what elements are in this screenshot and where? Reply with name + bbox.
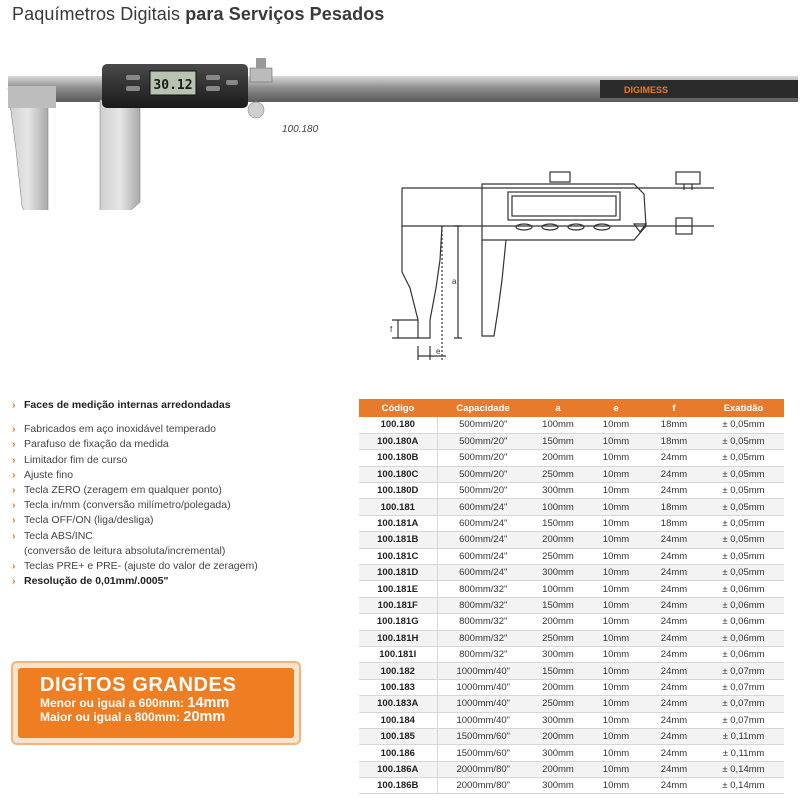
cell-accuracy: ± 0,06mm [703,581,784,597]
label-f: f [390,325,393,334]
feature-item: › Fabricados em aço inoxidável temperado [10,422,355,437]
cell-e: 10mm [587,433,645,449]
cell-e: 10mm [587,548,645,564]
banner-line-1 [40,696,294,710]
cell-capacity: 1000mm/40" [437,663,529,679]
cell-e: 10mm [587,581,645,597]
cell-f: 24mm [645,778,703,794]
cell-code: 100.181F [359,597,437,613]
table-row [359,728,784,744]
cell-f: 24mm [645,450,703,466]
page-title [12,4,384,25]
feature-list [10,398,355,589]
cell-a: 200mm [529,450,587,466]
cell-a: 300mm [529,483,587,499]
cell-f: 24mm [645,696,703,712]
cell-code: 100.181H [359,630,437,646]
cell-accuracy: ± 0,05mm [703,433,784,449]
cell-a: 250mm [529,548,587,564]
cell-code: 100.181E [359,581,437,597]
cell-e: 10mm [587,515,645,531]
cell-capacity: 1000mm/40" [437,712,529,728]
cell-f: 24mm [645,745,703,761]
cell-code: 100.181G [359,614,437,630]
cell-code: 100.186 [359,745,437,761]
cell-code: 100.185 [359,728,437,744]
title-regular: Paquímetros Digitais [12,4,181,24]
moving-jaw [100,100,140,210]
banner-line-1-value: 14mm [187,695,230,711]
cell-code: 100.181C [359,548,437,564]
cell-code: 100.181 [359,499,437,515]
cell-a: 250mm [529,466,587,482]
cell-code: 100.180D [359,483,437,499]
cell-e: 10mm [587,597,645,613]
cell-a: 200mm [529,532,587,548]
cell-capacity: 800mm/32" [437,630,529,646]
cell-accuracy: ± 0,14mm [703,761,784,777]
cell-a: 300mm [529,646,587,662]
table-row [359,532,784,548]
table-row [359,417,784,433]
feature-item: › Tecla OFF/ON (liga/desliga) [10,513,355,528]
cell-e: 10mm [587,646,645,662]
table-row [359,663,784,679]
lcd-value: 30.12 [153,78,193,93]
cell-f: 24mm [645,532,703,548]
cell-e: 10mm [587,778,645,794]
cell-accuracy: ± 0,11mm [703,728,784,744]
cell-accuracy: ± 0,05mm [703,499,784,515]
cell-capacity: 2000mm/80" [437,761,529,777]
feature-item: › Tecla ZERO (zeragem em qualquer ponto) [10,483,355,498]
cell-capacity: 500mm/20" [437,450,529,466]
banner-line-2-label: Maior ou igual a 800mm: [40,710,181,724]
cell-f: 24mm [645,663,703,679]
cell-accuracy: ± 0,05mm [703,532,784,548]
feature-item-continuation: (conversão de leitura absoluta/incremental) [24,544,226,557]
cell-code: 100.183A [359,696,437,712]
cell-accuracy: ± 0,06mm [703,614,784,630]
cell-e: 10mm [587,499,645,515]
feature-resolution: › Resolução de 0,01mm/.0005" [10,574,355,589]
cell-code: 100.186A [359,761,437,777]
table-row [359,466,784,482]
cell-capacity: 800mm/32" [437,646,529,662]
cell-a: 200mm [529,728,587,744]
large-digits-banner [11,661,301,745]
cell-code: 100.181D [359,565,437,581]
cell-code: 100.180A [359,433,437,449]
cell-capacity: 600mm/24" [437,515,529,531]
col-header-code: Código [359,399,437,417]
cell-e: 10mm [587,712,645,728]
cell-a: 150mm [529,663,587,679]
cell-accuracy: ± 0,06mm [703,646,784,662]
table-row [359,630,784,646]
cell-f: 24mm [645,761,703,777]
banner-line-2 [40,710,294,724]
table-row [359,548,784,564]
cell-code: 100.183 [359,679,437,695]
cell-f: 24mm [645,548,703,564]
cell-a: 300mm [529,778,587,794]
cell-capacity: 500mm/20" [437,417,529,433]
cell-capacity: 500mm/20" [437,483,529,499]
cell-capacity: 600mm/24" [437,532,529,548]
cell-f: 18mm [645,515,703,531]
cell-code: 100.181I [359,646,437,662]
cell-a: 100mm [529,581,587,597]
table-row [359,581,784,597]
feature-item: › Limitador fim de curso [10,453,355,468]
cell-f: 24mm [645,483,703,499]
dimension-diagram [384,160,714,375]
cell-code: 100.181B [359,532,437,548]
cell-f: 18mm [645,499,703,515]
cell-e: 10mm [587,630,645,646]
banner-line-1-label: Menor ou igual a 600mm: [40,696,185,710]
cell-e: 10mm [587,466,645,482]
table-row [359,614,784,630]
cell-accuracy: ± 0,07mm [703,663,784,679]
cell-f: 24mm [645,646,703,662]
cell-e: 10mm [587,565,645,581]
cell-a: 200mm [529,761,587,777]
cell-a: 250mm [529,630,587,646]
cell-e: 10mm [587,745,645,761]
cell-accuracy: ± 0,07mm [703,696,784,712]
cell-f: 24mm [645,565,703,581]
cell-accuracy: ± 0,05mm [703,450,784,466]
label-a: a [452,277,457,286]
cell-a: 300mm [529,565,587,581]
cell-e: 10mm [587,614,645,630]
table-row [359,696,784,712]
cell-code: 100.184 [359,712,437,728]
cell-e: 10mm [587,696,645,712]
cell-capacity: 600mm/24" [437,565,529,581]
cell-f: 18mm [645,433,703,449]
feature-item: › Ajuste fino [10,468,355,483]
table-header-row [359,399,784,417]
cell-capacity: 500mm/20" [437,466,529,482]
cell-code: 100.181A [359,515,437,531]
cell-accuracy: ± 0,05mm [703,483,784,499]
cell-accuracy: ± 0,05mm [703,548,784,564]
feature-item: › Teclas PRE+ e PRE- (ajuste do valor de zeragem) [10,559,355,574]
cell-e: 10mm [587,483,645,499]
table-row [359,483,784,499]
table-row [359,597,784,613]
table-row [359,679,784,695]
table-row [359,565,784,581]
table-row [359,515,784,531]
col-header-capacity: Capacidade [437,399,529,417]
cell-accuracy: ± 0,06mm [703,630,784,646]
cell-accuracy: ± 0,07mm [703,712,784,728]
cell-capacity: 800mm/32" [437,581,529,597]
cell-f: 24mm [645,712,703,728]
table-row [359,745,784,761]
cell-f: 24mm [645,679,703,695]
cell-capacity: 1000mm/40" [437,679,529,695]
cell-capacity: 500mm/20" [437,433,529,449]
cell-capacity: 1500mm/60" [437,728,529,744]
cell-a: 200mm [529,679,587,695]
cell-a: 100mm [529,417,587,433]
cell-e: 10mm [587,663,645,679]
table-row [359,499,784,515]
cell-accuracy: ± 0,11mm [703,745,784,761]
cell-e: 10mm [587,728,645,744]
cell-e: 10mm [587,532,645,548]
feature-highlight: › Faces de medição internas arredondadas [10,398,355,413]
banner-line-2-value: 20mm [183,709,226,725]
cell-code: 100.186B [359,778,437,794]
cell-accuracy: ± 0,14mm [703,778,784,794]
cell-capacity: 600mm/24" [437,499,529,515]
cell-a: 250mm [529,696,587,712]
cell-accuracy: ± 0,05mm [703,515,784,531]
brand-label: DIGIMESS [624,85,669,95]
model-label: 100.180 [282,124,319,135]
cell-capacity: 800mm/32" [437,614,529,630]
cell-e: 10mm [587,450,645,466]
cell-a: 200mm [529,614,587,630]
cell-f: 24mm [645,597,703,613]
cell-a: 300mm [529,745,587,761]
cell-a: 150mm [529,433,587,449]
cell-e: 10mm [587,679,645,695]
col-header-a: a [529,399,587,417]
table-row [359,450,784,466]
cell-f: 18mm [645,417,703,433]
table-row [359,761,784,777]
cell-f: 24mm [645,614,703,630]
cell-capacity: 2000mm/80" [437,778,529,794]
table-row [359,778,784,794]
col-header-f: f [645,399,703,417]
label-e: e [436,347,441,356]
cell-capacity: 800mm/32" [437,597,529,613]
col-header-e: e [587,399,645,417]
cell-accuracy: ± 0,05mm [703,417,784,433]
cell-code: 100.182 [359,663,437,679]
cell-f: 24mm [645,728,703,744]
cell-f: 24mm [645,630,703,646]
cell-capacity: 1000mm/40" [437,696,529,712]
title-bold: para Serviços Pesados [185,4,385,24]
cell-a: 150mm [529,597,587,613]
cell-e: 10mm [587,761,645,777]
cell-accuracy: ± 0,05mm [703,565,784,581]
table-row [359,433,784,449]
feature-item: › Tecla ABS/INC [10,529,355,544]
large-digits-banner-inner [18,668,294,738]
cell-f: 24mm [645,466,703,482]
table-row [359,646,784,662]
cell-e: 10mm [587,417,645,433]
spec-table [359,399,784,794]
table-row [359,712,784,728]
feature-item: › Tecla in/mm (conversão milímetro/polegada) [10,498,355,513]
cell-a: 150mm [529,515,587,531]
cell-accuracy: ± 0,06mm [703,597,784,613]
cell-code: 100.180 [359,417,437,433]
cell-capacity: 1500mm/60" [437,745,529,761]
cell-f: 24mm [645,581,703,597]
cell-a: 100mm [529,499,587,515]
cell-accuracy: ± 0,05mm [703,466,784,482]
cell-accuracy: ± 0,07mm [703,679,784,695]
cell-code: 100.180C [359,466,437,482]
feature-item: › Parafuso de fixação da medida [10,437,355,452]
banner-heading: DIGÍTOS GRANDES [40,674,237,696]
col-header-accuracy: Exatidão [703,399,784,417]
cell-capacity: 600mm/24" [437,548,529,564]
cell-code: 100.180B [359,450,437,466]
cell-a: 300mm [529,712,587,728]
